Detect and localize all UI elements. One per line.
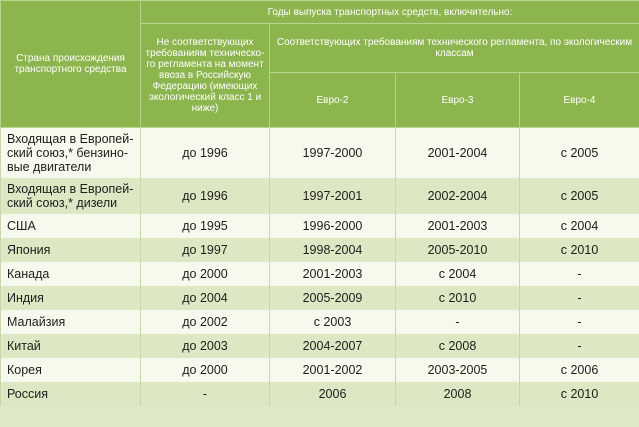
- country-cell: Япония: [1, 238, 141, 262]
- country-cell: Входящая в Европей-ский союз,* бензино-вые двигатели: [1, 128, 141, 179]
- country-cell: Корея: [1, 358, 141, 382]
- euro3-cell: 2001-2003: [396, 214, 520, 238]
- table-body: [1, 128, 639, 407]
- country-cell: США: [1, 214, 141, 238]
- years-title-header: Годы выпуска транспортных средств, включительно:: [141, 1, 639, 24]
- country-column-header: Страна происхождения транспортного средства: [1, 1, 141, 128]
- euro2-cell: 2006: [270, 382, 396, 406]
- euro3-header: Евро-3: [396, 73, 520, 128]
- euro4-cell: с 2010: [520, 382, 639, 406]
- euro4-cell: -: [520, 262, 639, 286]
- country-cell: Россия: [1, 382, 141, 406]
- table-header: [1, 1, 639, 128]
- euro2-cell: 2004-2007: [270, 334, 396, 358]
- compliant-header: Соответствующих требованиям технического регламента, по экологическим классам: [270, 24, 639, 73]
- non-compliant-cell: до 2000: [141, 262, 270, 286]
- euro3-cell: с 2004: [396, 262, 520, 286]
- euro2-cell: 1997-2000: [270, 128, 396, 179]
- euro2-cell: 1998-2004: [270, 238, 396, 262]
- non-compliant-cell: до 2004: [141, 286, 270, 310]
- euro3-cell: 2001-2004: [396, 128, 520, 179]
- euro2-cell: 2005-2009: [270, 286, 396, 310]
- country-cell: Китай: [1, 334, 141, 358]
- euro4-cell: с 2005: [520, 178, 639, 214]
- non-compliant-cell: до 2003: [141, 334, 270, 358]
- country-cell: Индия: [1, 286, 141, 310]
- euro3-cell: с 2010: [396, 286, 520, 310]
- euro3-cell: с 2008: [396, 334, 520, 358]
- table-row: [1, 286, 639, 310]
- table-row: [1, 334, 639, 358]
- euro2-cell: 1996-2000: [270, 214, 396, 238]
- euro4-cell: -: [520, 310, 639, 334]
- non-compliant-cell: до 2002: [141, 310, 270, 334]
- table-row: [1, 358, 639, 382]
- non-compliant-header: Не соответствующих требованиям техническо-го регламента на момент ввоза в Российскую Федерацию (имеющих экологический класс 1 и ниже): [141, 24, 270, 128]
- country-cell: Канада: [1, 262, 141, 286]
- table-row: [1, 178, 639, 214]
- euro4-cell: -: [520, 334, 639, 358]
- table-row: [1, 262, 639, 286]
- non-compliant-cell: -: [141, 382, 270, 406]
- country-cell: Входящая в Европей-ский союз,* дизели: [1, 178, 141, 214]
- euro2-cell: с 2003: [270, 310, 396, 334]
- euro4-header: Евро-4: [520, 73, 639, 128]
- table-row: [1, 128, 639, 179]
- euro4-cell: с 2004: [520, 214, 639, 238]
- euro3-cell: 2005-2010: [396, 238, 520, 262]
- non-compliant-cell: до 1997: [141, 238, 270, 262]
- euro2-header: Евро-2: [270, 73, 396, 128]
- euro3-cell: 2002-2004: [396, 178, 520, 214]
- non-compliant-cell: до 1995: [141, 214, 270, 238]
- euro2-cell: 2001-2003: [270, 262, 396, 286]
- euro3-cell: 2003-2005: [396, 358, 520, 382]
- euro2-cell: 2001-2002: [270, 358, 396, 382]
- country-cell: Малайзия: [1, 310, 141, 334]
- table-row: [1, 238, 639, 262]
- non-compliant-cell: до 1996: [141, 178, 270, 214]
- table-row: [1, 382, 639, 406]
- non-compliant-cell: до 2000: [141, 358, 270, 382]
- euro4-cell: с 2005: [520, 128, 639, 179]
- euro4-cell: -: [520, 286, 639, 310]
- non-compliant-cell: до 1996: [141, 128, 270, 179]
- euro4-cell: с 2006: [520, 358, 639, 382]
- euro4-cell: с 2010: [520, 238, 639, 262]
- euro2-cell: 1997-2001: [270, 178, 396, 214]
- table-row: [1, 310, 639, 334]
- euro3-cell: 2008: [396, 382, 520, 406]
- euro3-cell: -: [396, 310, 520, 334]
- table-row: [1, 214, 639, 238]
